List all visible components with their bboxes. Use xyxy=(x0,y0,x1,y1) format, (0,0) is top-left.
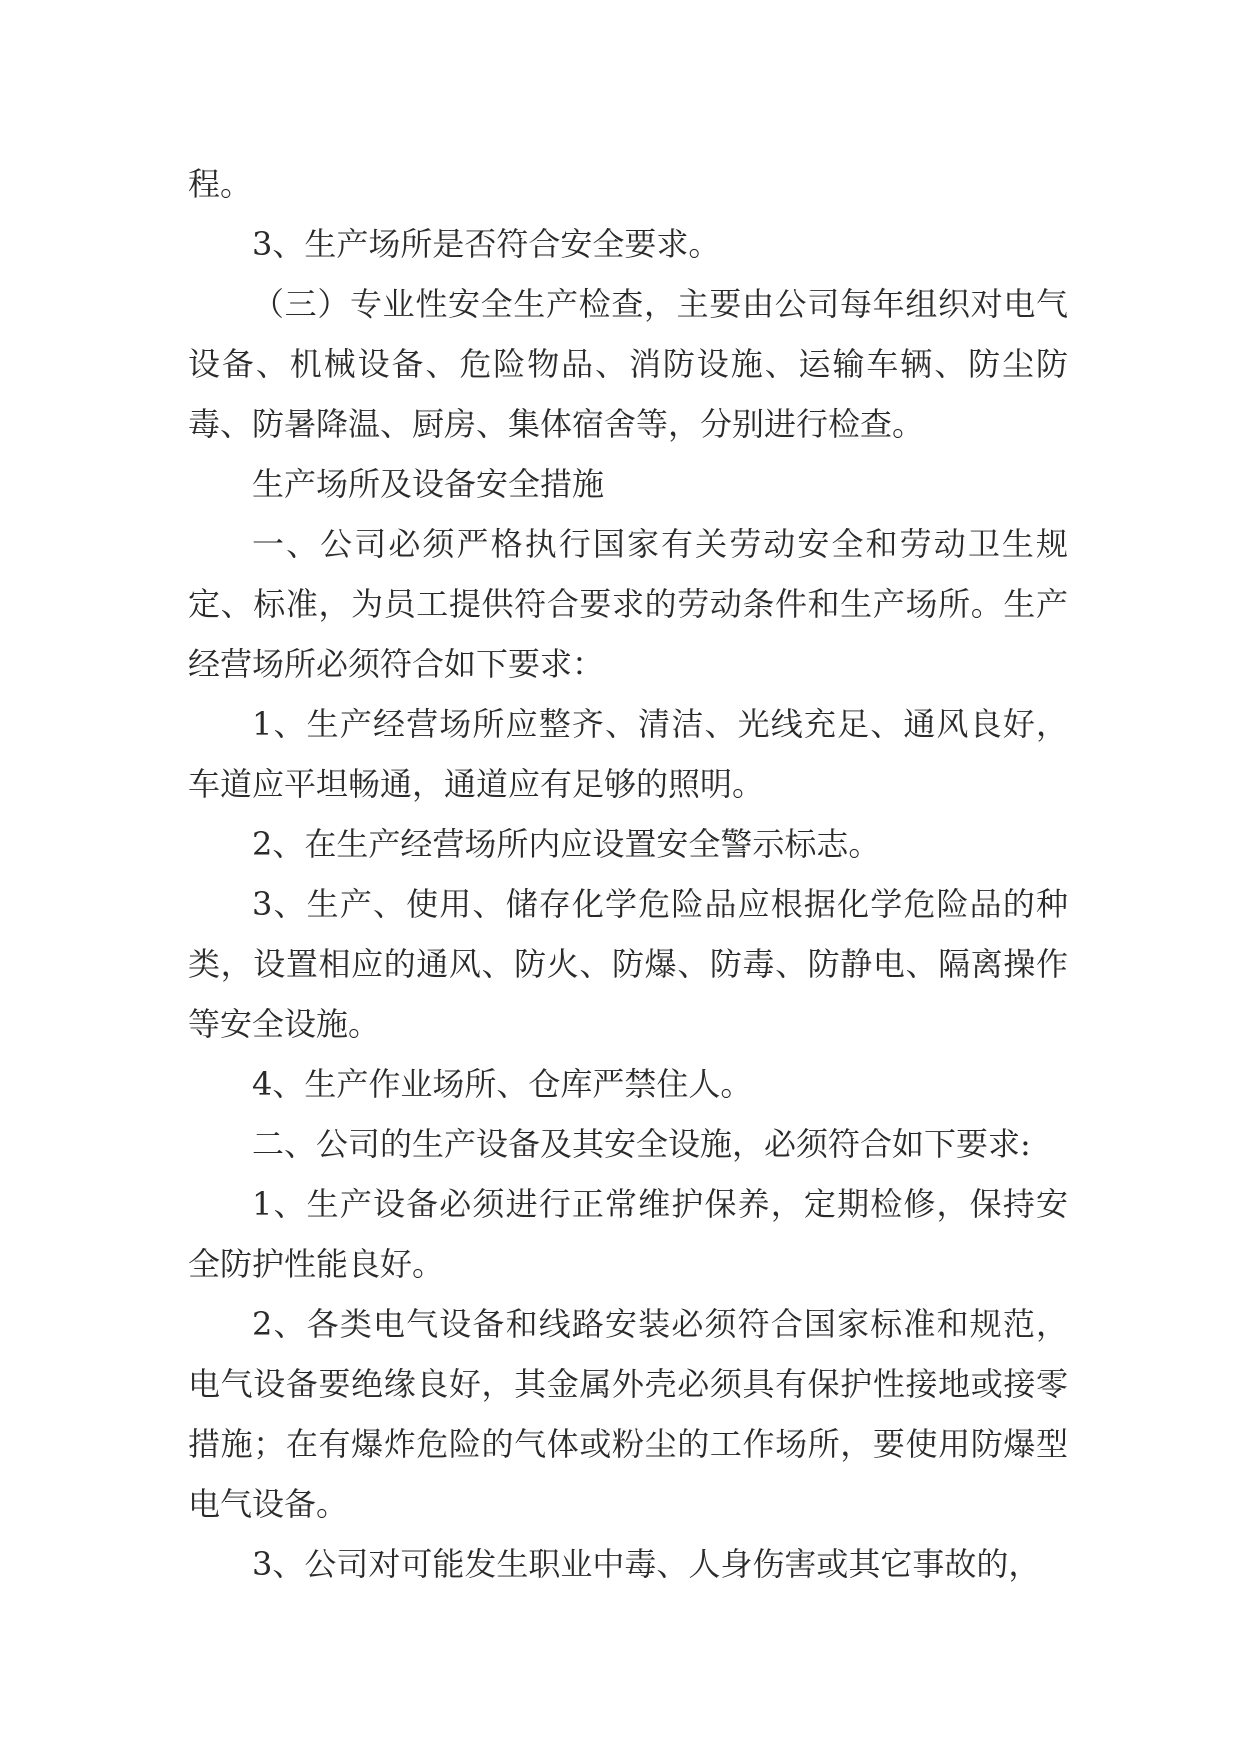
section-heading: 生产场所及设备安全措施 xyxy=(252,465,605,503)
paragraph-item-3-site-check: 3、生产场所是否符合安全要求。 xyxy=(252,225,721,263)
document-body xyxy=(188,154,1068,1594)
paragraph-item-2-electrical: 2、各类电气设备和线路安装必须符合国家标准和规范，电气设备要绝缘良好，其金属外壳必须具有保护性接地或接零措施；在有爆炸危险的气体或粉尘的工作场所，要使用防爆型电气设备。 xyxy=(188,1305,1068,1523)
paragraph-item-2-signs: 2、在生产经营场所内应设置安全警示标志。 xyxy=(252,825,881,863)
paragraph-part-two: 二、公司的生产设备及其安全设施，必须符合如下要求: xyxy=(252,1125,1031,1163)
paragraph-item-3-chemicals: 3、生产、使用、储存化学危险品应根据化学危险品的种类，设置相应的通风、防火、防爆、防毒、防静电、隔离操作等安全设施。 xyxy=(188,885,1068,1043)
paragraph-continuation: 程。 xyxy=(188,165,253,203)
paragraph-item-1-maintenance: 1、生产设备必须进行正常维护保养，定期检修，保持安全防护性能良好。 xyxy=(188,1185,1068,1283)
paragraph-part-one: 一、公司必须严格执行国家有关劳动安全和劳动卫生规定、标准，为员工提供符合要求的劳动条件和生产场所。生产经营场所必须符合如下要求： xyxy=(188,525,1068,683)
paragraph-item-1-site: 1、生产经营场所应整齐、清洁、光线充足、通风良好，车道应平坦畅通，通道应有足够的照明。 xyxy=(188,705,1068,803)
paragraph-specialized-inspection: （三）专业性安全生产检查，主要由公司每年组织对电气设备、机械设备、危险物品、消防设施、运输车辆、防尘防毒、防暑降温、厨房、集体宿舍等，分别进行检查。 xyxy=(188,285,1068,443)
paragraph-item-4-no-living: 4、生产作业场所、仓库严禁住人。 xyxy=(252,1065,753,1103)
paragraph-item-3-hazards: 3、公司对可能发生职业中毒、人身伤害或其它事故的， xyxy=(252,1545,1041,1583)
